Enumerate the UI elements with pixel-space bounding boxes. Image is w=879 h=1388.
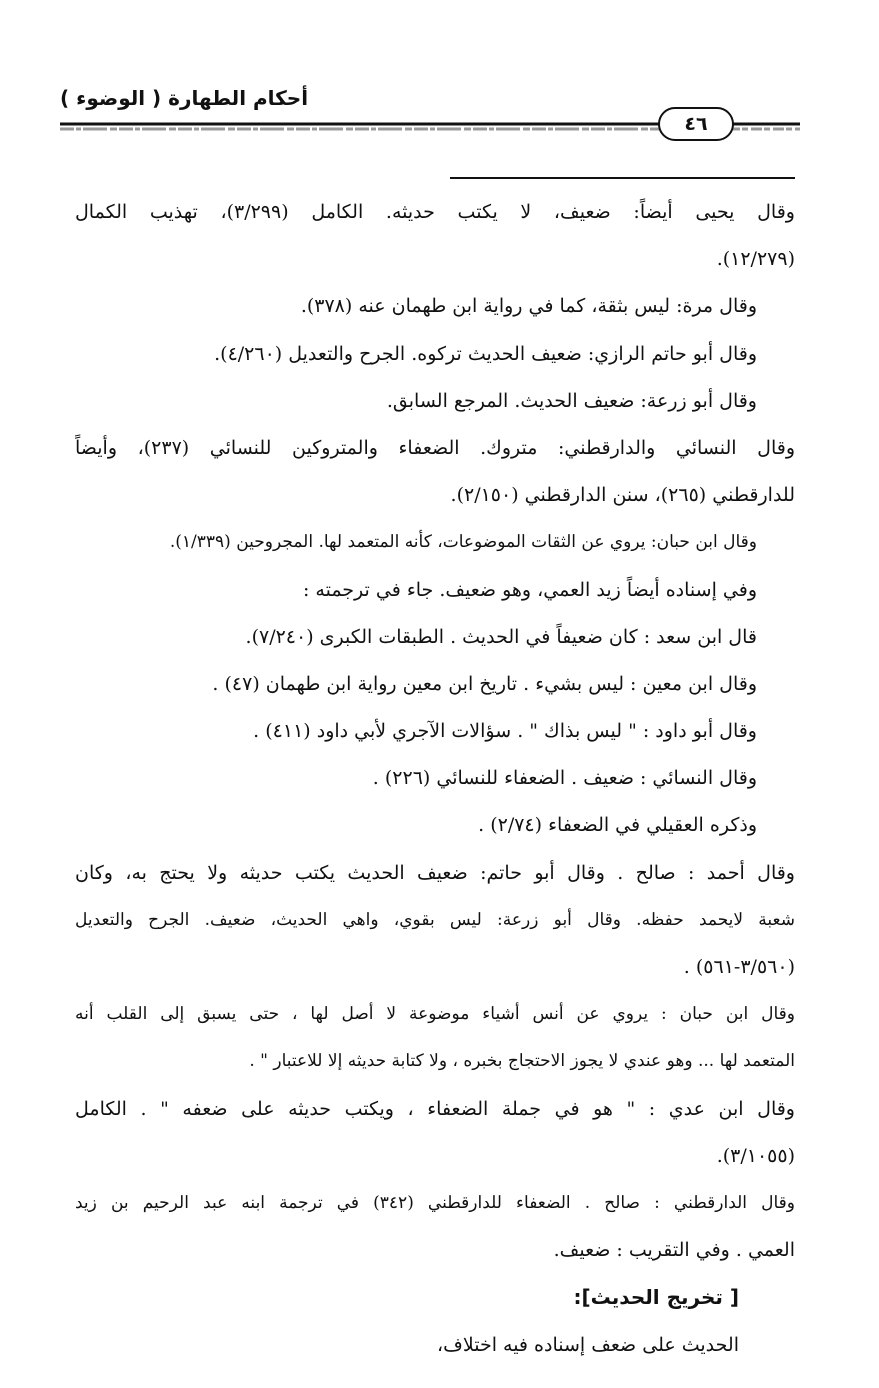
running-title: أحكام الطهارة ( الوضوء ) <box>60 86 309 110</box>
text-line: وقال أبو حاتم الرازي: ضعيف الحديث تركوه. الجرح والتعديل (٤/٢٦٠). <box>214 342 757 365</box>
page-body <box>75 189 795 1369</box>
text-line: وقال ابن معين : ليس بشيء . تاريخ ابن معين رواية ابن طهمان (٤٧) . <box>212 672 757 695</box>
text-line: وقال النسائي : ضعيف . الضعفاء للنسائي (٢٢٦) . <box>372 767 757 790</box>
text-line: العمي . وفي التقريب : ضعيف. <box>553 1239 795 1262</box>
text-line: الحديث على ضعف إسناده فيه اختلاف، <box>437 1333 739 1356</box>
page-number: ٤٦ <box>658 107 734 141</box>
text-line: (٣/٥٦٠-٥٦١) . <box>683 956 795 978</box>
text-line: (١٢/٢٧٩). <box>716 248 795 271</box>
text-line: وقال أبو زرعة: ضعيف الحديث. المرجع السابق. <box>386 389 757 412</box>
text-line: شعبة لايحمد حفظه. وقال أبو زرعة: ليس بقوي، واهي الحديث، ضعيف. الجرح والتعديل <box>75 909 795 930</box>
text-line: وفي إسناده أيضاً زيد العمي، وهو ضعيف. جاء في ترجمته : <box>302 578 757 601</box>
text-line: قال ابن سعد : كان ضعيفاً في الحديث . الطبقات الكبرى (٧/٢٤٠). <box>245 625 757 648</box>
text-line: وقال أحمد : صالح . وقال أبو حاتم: ضعيف الحديث يكتب حديثه ولا يحتج به، وكان <box>75 861 795 884</box>
section-heading: [ تخريج الحديث]: <box>573 1285 739 1310</box>
text-line: (٣/١٠٥٥). <box>716 1144 795 1167</box>
text-line: وقال يحيى أيضاً: ضعيف، لا يكتب حديثه. الكامل (٣/٢٩٩)، تهذيب الكمال <box>75 201 795 223</box>
text-line: وقال ابن حبان : يروي عن أنس أشياء موضوعة لا أصل لها ، حتى يسبق إلى القلب أنه <box>75 1004 795 1025</box>
text-line: وقال ابن حبان: يروي عن الثقات الموضوعات، كأنه المتعمد لها. المجروحين (١/٣٣٩). <box>169 532 757 553</box>
text-line: وقال النسائي والدارقطني: متروك. الضعفاء والمتروكين للنسائي (٢٣٧)، وأيضاً <box>75 436 795 459</box>
text-line: وذكره العقيلي في الضعفاء (٢/٧٤) . <box>478 814 757 837</box>
text-line: وقال الدارقطني : صالح . الضعفاء للدارقطني (٣٤٢) في ترجمة ابنه عبد الرحيم بن زيد <box>75 1192 795 1213</box>
text-line: المتعمد لها ... وهو عندي لا يجوز الاحتجاج بخبره ، ولا كتابة حديثه إلا للاعتبار " . <box>249 1051 795 1072</box>
text-line: وقال مرة: ليس بثقة، كما في رواية ابن طهمان عنه (٣٧٨). <box>300 295 757 318</box>
footnote-rule <box>450 177 795 179</box>
text-line: للدارقطني (٢٦٥)، سنن الدارقطني (٢/١٥٠). <box>450 484 795 507</box>
text-line: وقال ابن عدي : " هو في جملة الضعفاء ، ويكتب حديثه على ضعفه " . الكامل <box>75 1097 795 1120</box>
text-line: وقال أبو داود : " ليس بذاك " . سؤالات الآجري لأبي داود (٤١١) . <box>253 720 757 743</box>
